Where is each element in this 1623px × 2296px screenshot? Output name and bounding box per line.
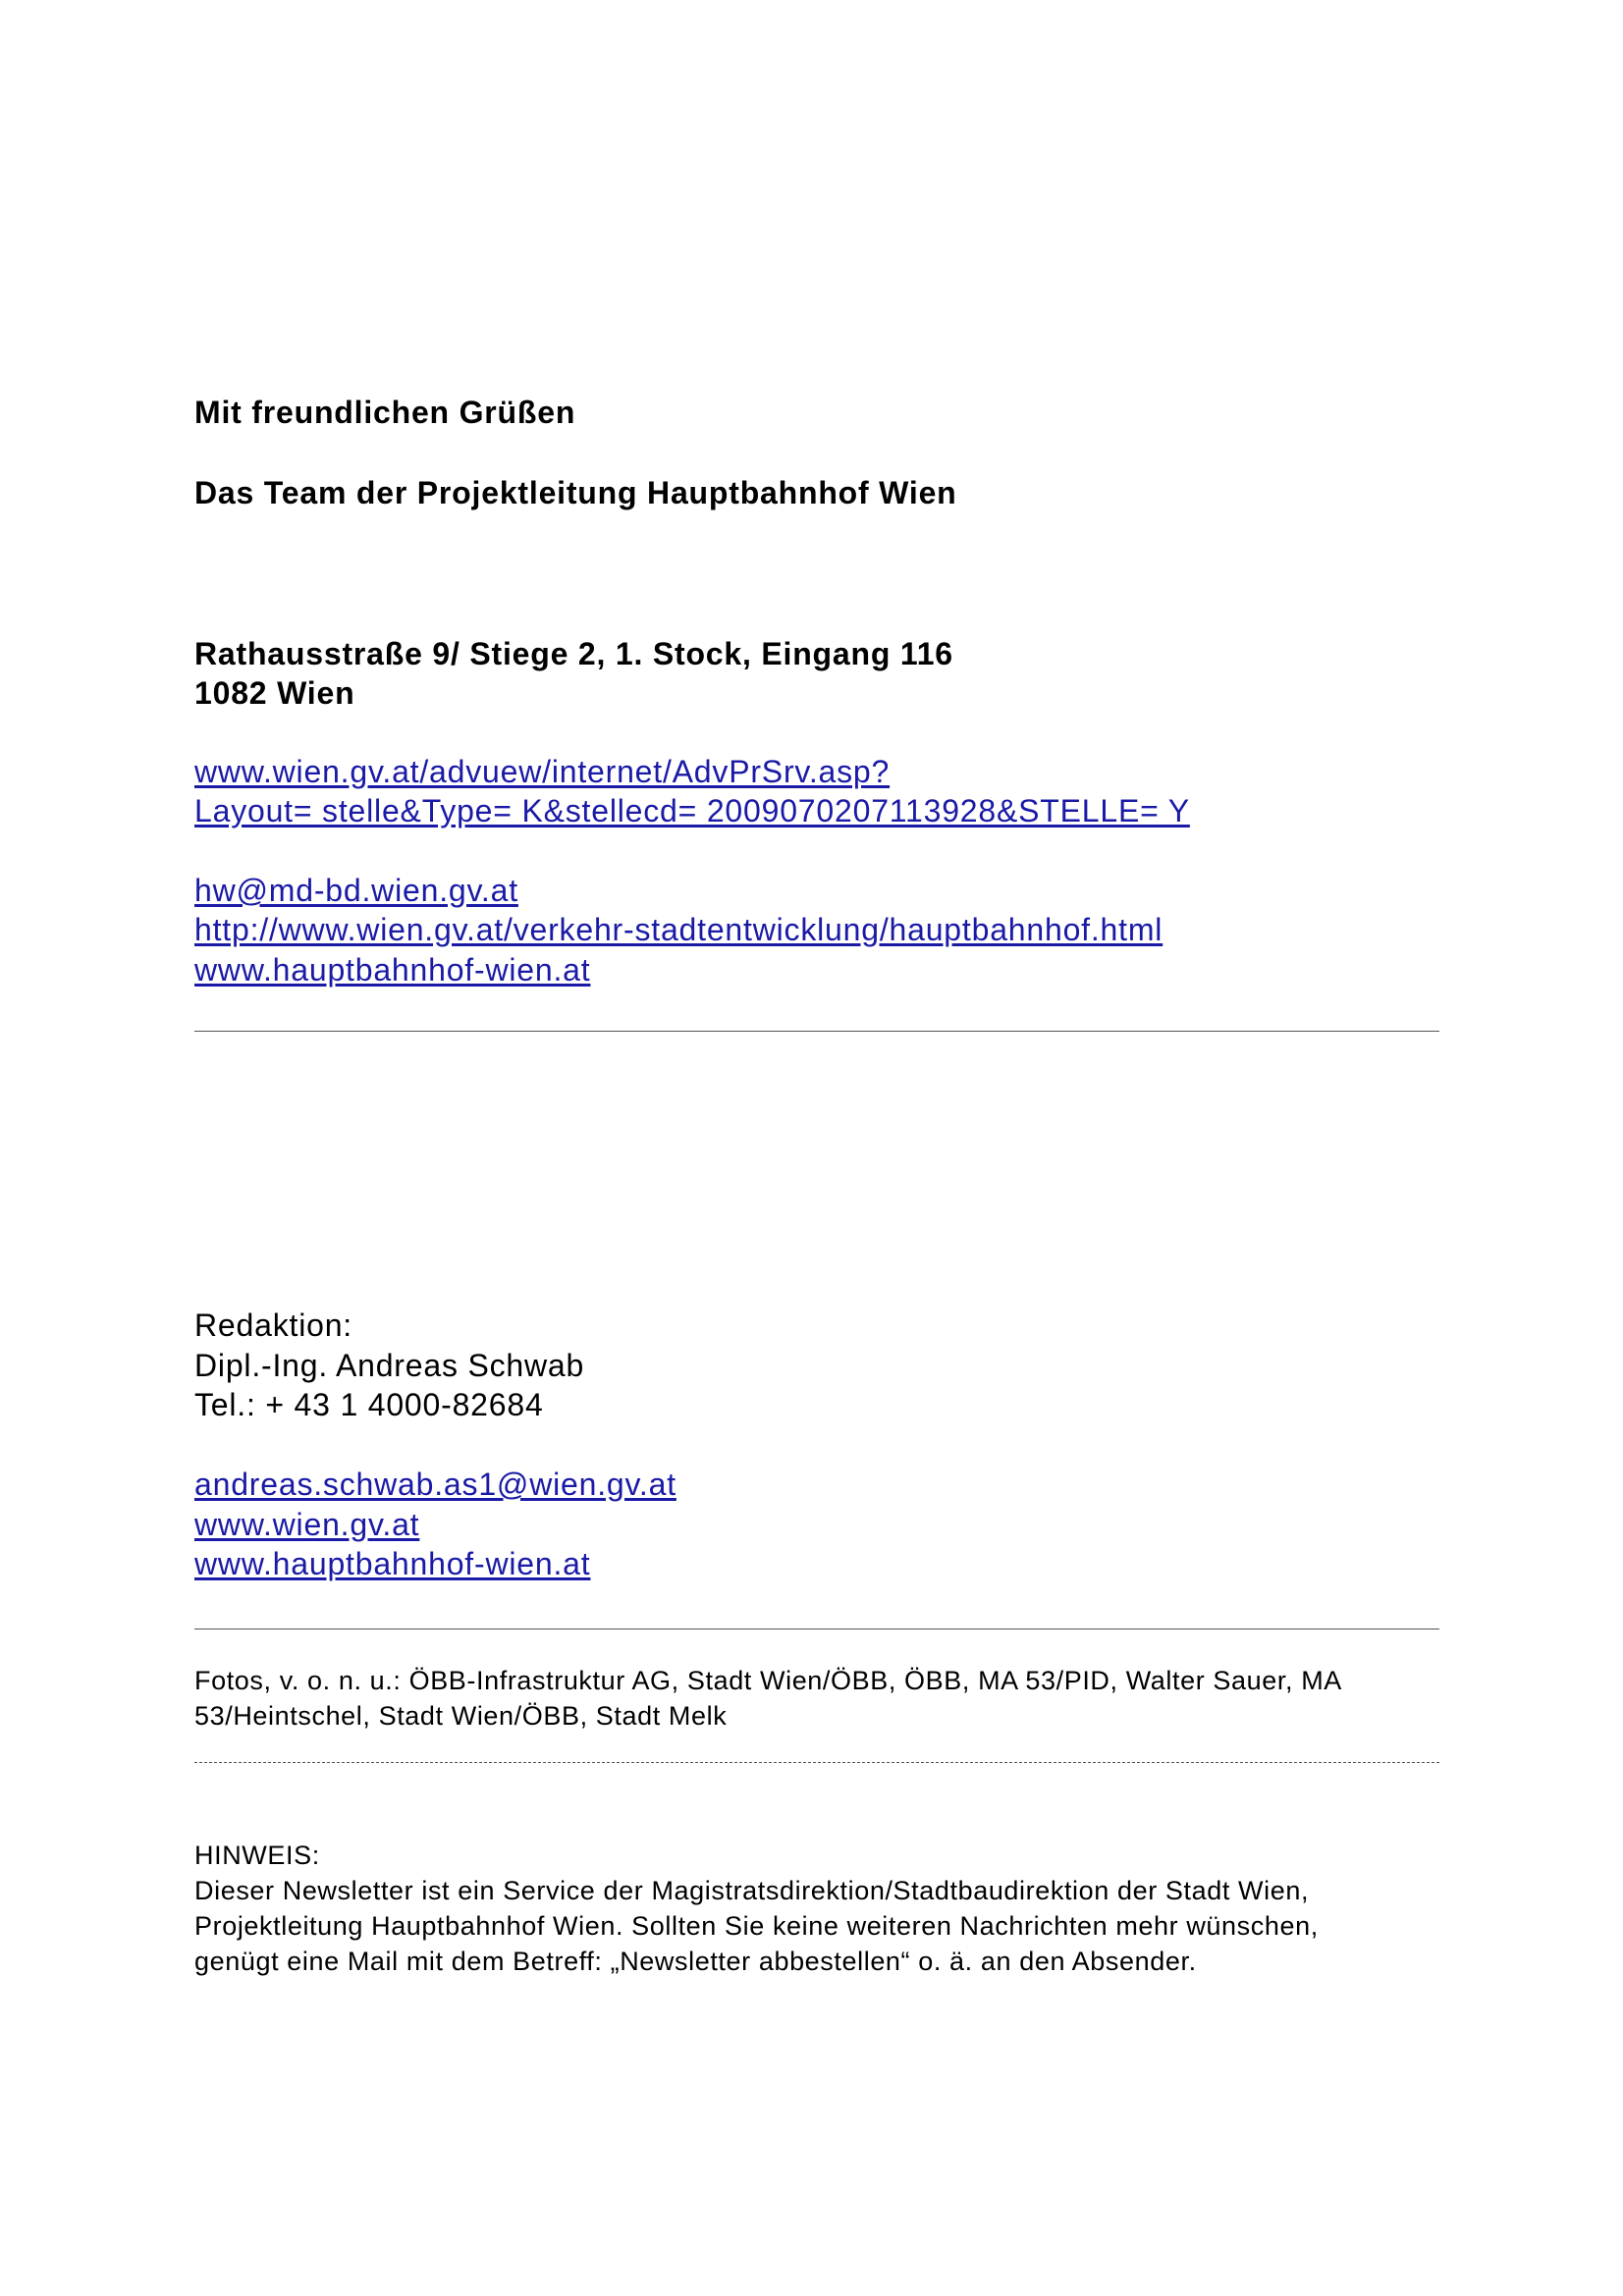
notice-line2: Projektleitung Hauptbahnhof Wien. Sollten Sie keine weiteren Nachrichten mehr wünschen, — [194, 1911, 1319, 1941]
divider-3 — [194, 1762, 1439, 1763]
editorial-label: Redaktion: — [194, 1308, 352, 1343]
editorial-name: Dipl.-Ing. Andreas Schwab — [194, 1348, 585, 1383]
address-city: 1082 Wien — [194, 675, 355, 711]
office-url-link-line1[interactable]: www.wien.gv.at/advuew/internet/AdvPrSrv.asp? — [194, 754, 891, 789]
verkehr-site-link[interactable]: http://www.wien.gv.at/verkehr-stadtentwicklung/hauptbahnhof.html — [194, 912, 1163, 947]
editorial-phone: Tel.: + 43 1 4000-82684 — [194, 1387, 544, 1422]
editorial-email-link[interactable]: andreas.schwab.as1@wien.gv.at — [194, 1467, 676, 1502]
address-street: Rathausstraße 9/ Stiege 2, 1. Stock, Eingang 116 — [194, 636, 953, 671]
office-email-link[interactable]: hw@md-bd.wien.gv.at — [194, 873, 518, 908]
office-url-link-line2[interactable]: Layout= stelle&Type= K&stellecd= 2009070207113928&STELLE= Y — [194, 793, 1190, 828]
divider-1 — [194, 1031, 1439, 1032]
wien-site-link[interactable]: www.wien.gv.at — [194, 1507, 420, 1542]
photo-credits-line1: Fotos, v. o. n. u.: ÖBB-Infrastruktur AG, Stadt Wien/ÖBB, ÖBB, MA 53/PID, Walter Sauer, MA — [194, 1666, 1342, 1695]
notice-title: HINWEIS: — [194, 1841, 320, 1870]
notice-line3: genügt eine Mail mit dem Betreff: „Newsletter abbestellen“ o. ä. an den Absender. — [194, 1947, 1197, 1976]
closing-team: Das Team der Projektleitung Hauptbahnhof Wien — [194, 475, 957, 510]
notice-line1: Dieser Newsletter ist ein Service der Magistratsdirektion/Stadtbaudirektion der Stadt Wien, — [194, 1876, 1310, 1905]
photo-credits-line2: 53/Heintschel, Stadt Wien/ÖBB, Stadt Melk — [194, 1701, 728, 1731]
hauptbahnhof-site-link[interactable]: www.hauptbahnhof-wien.at — [194, 952, 591, 988]
closing-greeting: Mit freundlichen Grüßen — [194, 395, 576, 430]
editorial-hauptbahnhof-link[interactable]: www.hauptbahnhof-wien.at — [194, 1546, 591, 1581]
